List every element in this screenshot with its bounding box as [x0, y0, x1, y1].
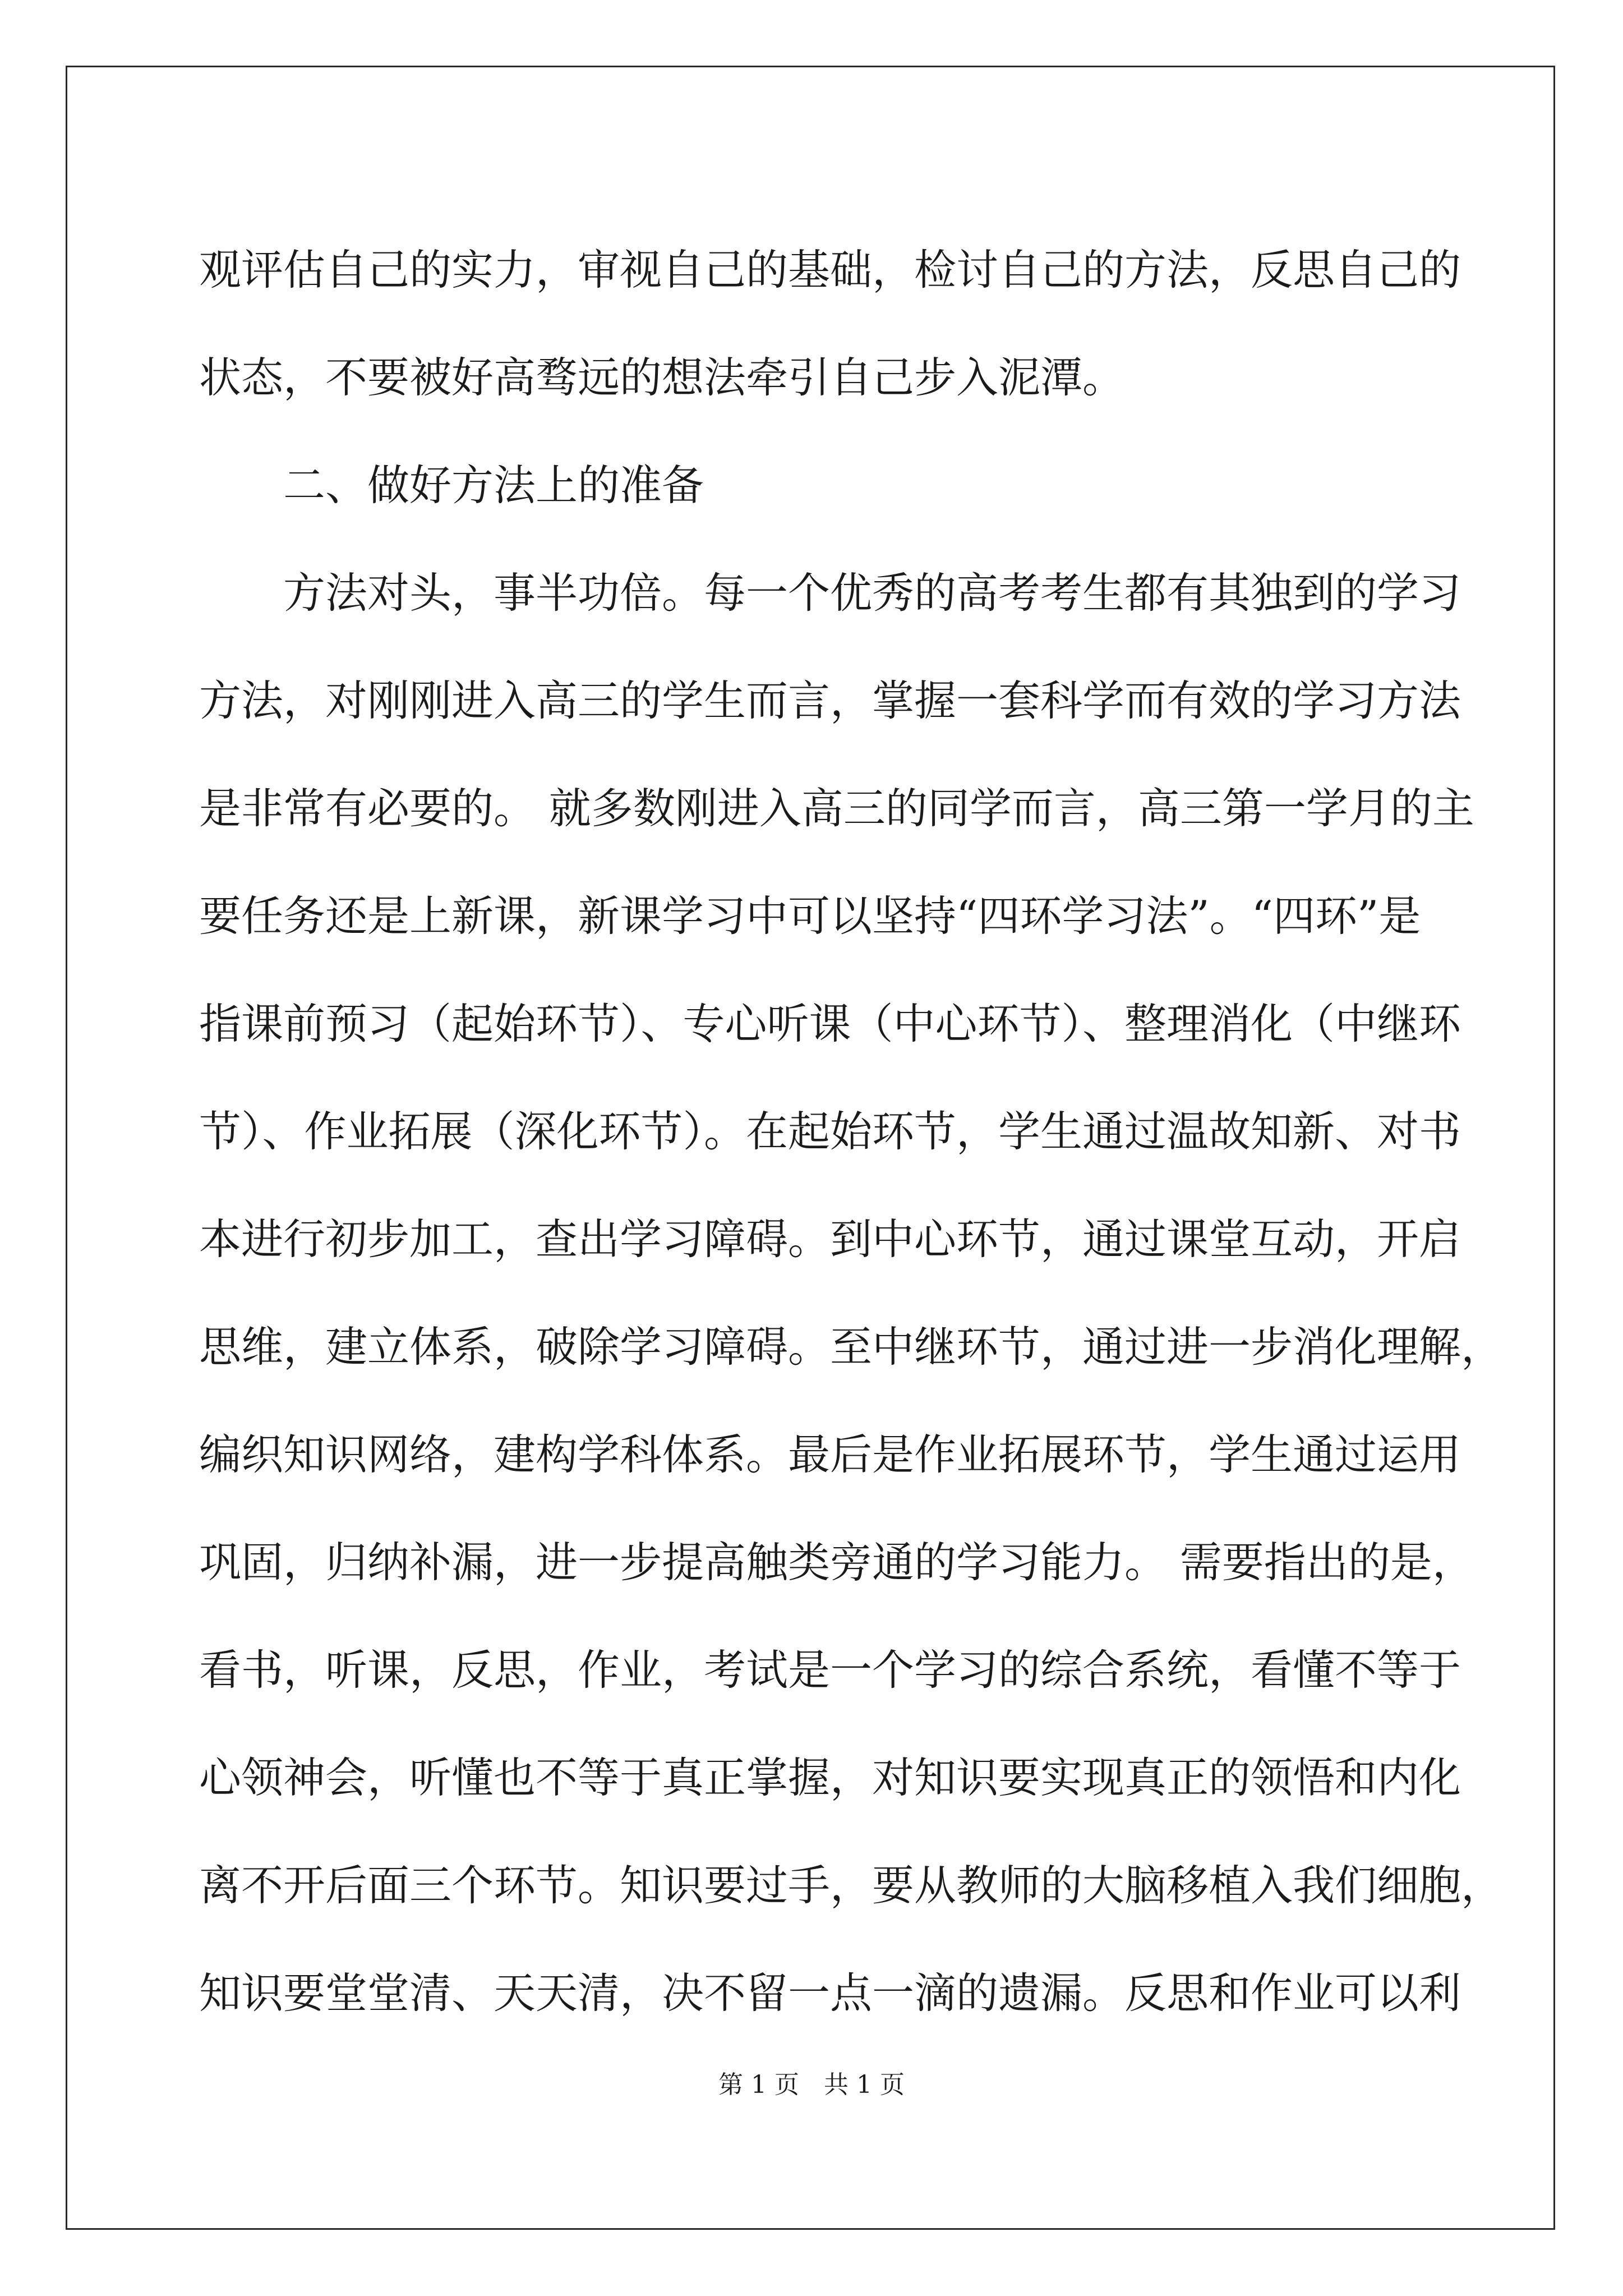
text-line: 指课前预习（起始环节）、专心听课（中心环节）、整理消化（中继环 — [199, 999, 1461, 1048]
document-body — [199, 216, 1504, 2047]
text-line: 离不开后面三个环节。知识要过手，要从教师的大脑移植入我们细胞， — [199, 1861, 1504, 1910]
page-number-footer: 第 1 页 共 1 页 — [718, 2070, 905, 2099]
text-line: 方法，对刚刚进入高三的学生而言，掌握一套科学而有效的学习方法 — [199, 676, 1461, 725]
text-line: 思维，建立体系，破除学习障碍。至中继环节，通过进一步消化理解， — [199, 1322, 1504, 1372]
text-line: 编织知识网络，建构学科体系。最后是作业拓展环节，学生通过运用 — [199, 1430, 1461, 1479]
text-line: 知识要堂堂清、天天清，决不留一点一滴的遗漏。反思和作业可以利 — [199, 1968, 1461, 2018]
text-line: 是非常有必要的。 就多数刚进入高三的同学而言，高三第一学月的主 — [199, 784, 1474, 833]
text-line: 方法对头，事半功倍。每一个优秀的高考考生都有其独到的学习 — [283, 568, 1461, 618]
text-line: 心领神会，听懂也不等于真正掌握，对知识要实现真正的领悟和内化 — [199, 1753, 1461, 1802]
text-line: 看书，听课，反思，作业，考试是一个学习的综合系统，看懂不等于 — [199, 1645, 1461, 1695]
text-line: 巩固，归纳补漏，进一步提高触类旁通的学习能力。 需要指出的是， — [199, 1538, 1474, 1587]
text-line: 节）、作业拓展（深化环节）。在起始环节，学生通过温故知新、对书 — [199, 1107, 1461, 1156]
text-line: 要任务还是上新课，新课学习中可以坚持“四环学习法”。“四环”是 — [199, 891, 1421, 941]
text-line: 本进行初步加工，查出学习障碍。到中心环节，通过课堂互动，开启 — [199, 1214, 1461, 1264]
section-heading: 二、做好方法上的准备 — [283, 461, 704, 510]
text-line: 状态，不要被好高骛远的想法牵引自己步入泥潭。 — [199, 353, 1125, 402]
text-line: 观评估自己的实力，审视自己的基础，检讨自己的方法，反思自己的 — [199, 245, 1461, 295]
